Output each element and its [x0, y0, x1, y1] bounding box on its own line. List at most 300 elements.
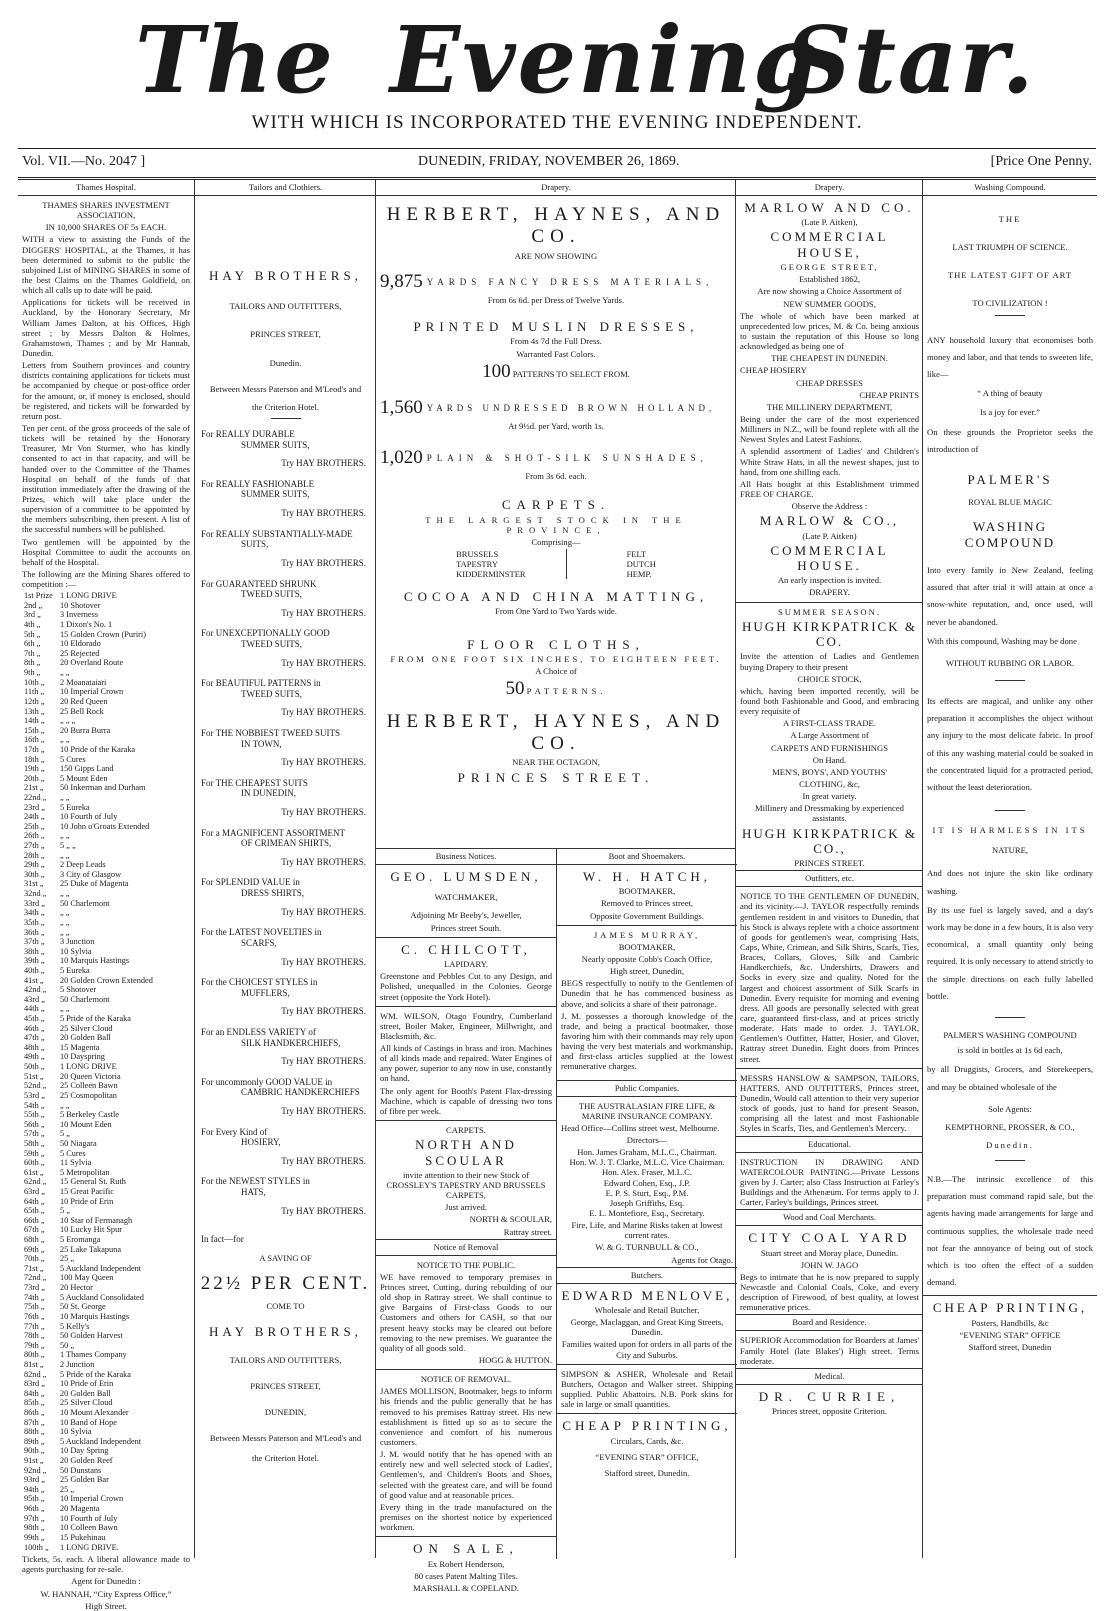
paragraph: All Hats bought at this Establishment trimmed FREE OF CHARGE.: [740, 478, 919, 499]
tailor-item-line: IN DUNEDIN,: [241, 788, 296, 799]
prize-row: [24, 947, 188, 957]
prize-row: [24, 1418, 188, 1428]
prize-share: 10 Imperial Crown: [60, 687, 124, 697]
section-header: Washing Compound.: [923, 180, 1097, 196]
prize-share: 25 Lake Takapuna: [60, 1244, 122, 1254]
prize-share: 1 Dixon's No. 1: [60, 620, 113, 630]
try-hay-brothers: Try HAY BROTHERS.: [281, 1205, 366, 1216]
prize-share: 10 Marquis Hastings: [60, 956, 130, 966]
prize-row: [24, 1389, 188, 1399]
paragraph: Millinery and Dressmaking by experienced assistants.: [755, 803, 904, 824]
prize-place: 95th „: [24, 1494, 45, 1504]
heading: CHEAP PRINTING,: [932, 1300, 1088, 1316]
prize-share: 150 Gipps Land: [60, 764, 114, 774]
prize-share: 10 Fourth of July: [60, 1513, 118, 1523]
prize-place: 42nd „: [24, 985, 47, 995]
firm-address: the Criterion Hotel.: [251, 401, 320, 412]
column-thames-hospital: [18, 180, 194, 1611]
heading: THAMES SHARES INVESTMENT ASSOCIATION,: [42, 200, 170, 221]
firm-name: HERBERT, HAYNES, AND CO.: [386, 710, 726, 755]
masthead-subtitle: WITH WHICH IS INCORPORATED THE EVENING INDEPENDENT.: [251, 112, 863, 133]
try-hay-brothers: Try HAY BROTHERS.: [281, 508, 366, 519]
line: CHEAP PRINTS: [859, 389, 919, 400]
prize-place: 51st „: [24, 1071, 44, 1081]
prize-share: 25 Bell Rock: [60, 706, 104, 716]
heading: SUMMER SEASON.: [778, 606, 881, 617]
prize-place: 41st „: [24, 975, 44, 985]
item-quantity: 100: [482, 360, 511, 382]
try-hay-brothers: Try HAY BROTHERS.: [281, 1056, 366, 1067]
saving-percent: 22½ PER CENT.: [200, 1273, 371, 1295]
prize-place: 76th „: [24, 1311, 45, 1321]
prize-place: 15th „: [24, 725, 45, 735]
prize-share: 25 „: [60, 1484, 75, 1494]
address: George, Maclaggan, and Great King Streets, Dunedin.: [570, 1317, 724, 1338]
prize-share: „ „: [60, 668, 70, 678]
tailor-item-line: For the LATEST NOVELTIES in: [201, 927, 322, 938]
prize-share: 20 Golden Ball: [60, 1033, 111, 1043]
item-row: [380, 678, 732, 700]
heading: THE: [998, 214, 1022, 224]
prize-place: 10th „: [24, 677, 45, 687]
prize-row: [24, 783, 188, 793]
prize-row: [24, 956, 188, 966]
prize-row: [24, 707, 188, 717]
prize-place: 24th „: [24, 812, 45, 822]
item-desc: PATTERNS.: [526, 686, 607, 697]
prize-row: [24, 1322, 188, 1332]
tailor-item-line: SCARFS,: [241, 937, 277, 948]
prize-row: [24, 1312, 188, 1322]
prize-place: 5th „: [24, 629, 41, 639]
prize-place: 72nd „: [24, 1273, 47, 1283]
prize-row: [24, 822, 188, 832]
product-name: PALMER'S: [967, 471, 1053, 487]
prize-row: [24, 1494, 188, 1504]
prize-share: 20 Red Queen: [60, 696, 108, 706]
item-desc: PLAIN & SHOT-SILK SUNSHADES,: [426, 452, 708, 463]
paragraph: Are now showing a Choice Assortment of: [757, 286, 902, 297]
prize-row: [24, 764, 188, 774]
lower-subcolumns: [376, 848, 736, 1593]
prize-row: [24, 1408, 188, 1418]
heading: LAST TRIUMPH OF SCIENCE.: [952, 242, 1068, 253]
paragraph: Its effects are magical, and unlike any other preparation it accomplishes the object without any injury to the most delicate fabric. In proof of this any washing material could be soaked in the concentrated liquid for a protracted period, without the least deterioration.: [927, 696, 1093, 793]
prize-share: 5 Auckland Consolidated: [60, 1292, 144, 1302]
tailor-item-line: For the NEWEST STYLES in: [201, 1176, 310, 1187]
paragraph: N.B.—The intrinsic excellence of this preparation must command rapid sale, but the agents having made arrangements for large and continuous supplies, the wholesale trade need not fear the annoyance of being out of stock which is too often the effect of a sudden demand.: [927, 1174, 1093, 1288]
column-washing-compound: [922, 180, 1097, 1558]
paragraph: Two gentlemen will be appointed by the Hospital Committee to audit the accounts on behalf of the Hospital.: [22, 536, 190, 567]
prize-share: 50 Inkerman and Durham: [60, 783, 146, 793]
price: [Price One Penny.: [990, 154, 1092, 169]
heading: THE MILLINERY DEPARTMENT,: [766, 401, 893, 412]
tailor-item-line: For REALLY DURABLE: [201, 429, 295, 440]
firm-address: Between Messrs Paterson and M'Leod's and: [209, 1433, 362, 1444]
prize-share: 10 Marquis Hastings: [60, 1311, 130, 1321]
prize-place: 49th „: [24, 1052, 45, 1062]
note: Posters, Handbills, &c: [971, 1317, 1049, 1328]
prize-share: 25 Colleen Bawn: [60, 1081, 118, 1091]
prize-place: 47th „: [24, 1033, 45, 1043]
heading: DRAPERY.: [809, 587, 850, 598]
prize-row: [24, 1235, 188, 1245]
line: CHEAP HOSIERY: [740, 365, 807, 376]
prize-place: 74th „: [24, 1292, 45, 1302]
prize-share: 5 Berkeley Castle: [60, 1110, 119, 1120]
prize-place: 44th „: [24, 1004, 45, 1014]
prize-share: 100 May Queen: [60, 1273, 114, 1283]
section-header: Drapery.: [376, 180, 736, 196]
prize-share: 10 Band of Hope: [60, 1417, 117, 1427]
prize-place: 60th „: [24, 1158, 45, 1168]
prize-share: „ „: [60, 850, 70, 860]
prize-row: [24, 1370, 188, 1380]
agent-address: High Street.: [85, 1600, 127, 1611]
prize-place: 91st „: [24, 1456, 44, 1466]
prize-row: [24, 870, 188, 880]
paragraph: ANY household luxury that economises both money and labor, and that tends to sweeten life, like—: [927, 334, 1093, 379]
business-notices: [376, 849, 556, 1593]
paragraph: WM. WILSON, Otago Foundry, Cumberland street, Boiler Maker, Engineer, Millwright, and Blacksmith, &c.: [380, 1010, 552, 1041]
prize-share: 11 Sylvia: [60, 1158, 92, 1168]
prize-place: 77th „: [24, 1321, 45, 1331]
tailor-item-line: TWEED SUITS,: [241, 688, 302, 699]
prize-place: 96th „: [24, 1504, 45, 1514]
prize-row: [24, 601, 188, 611]
item-price: From 4s 7d the Full Dress.: [510, 336, 602, 347]
prize-place: 16th „: [24, 735, 45, 745]
prize-place: 70th „: [24, 1254, 45, 1264]
floor-heading: FLOOR CLOTHS,: [467, 636, 645, 652]
firm-name: NORTH & SCOULAR,: [469, 1214, 552, 1225]
prize-share: 50 „: [60, 1340, 75, 1350]
paragraph: invite attention to their new Stock of CROSSLEY'S TAPESTRY AND BRUSSELS CARPETS,: [386, 1169, 546, 1201]
prize-share: 10 Mount Alexander: [60, 1408, 129, 1417]
tailor-item: [201, 579, 370, 619]
prize-share: „ „ „: [60, 716, 76, 726]
heading: CARPETS AND FURNISHINGS: [771, 742, 888, 753]
heading: CHEAP PRINTING,: [562, 1418, 732, 1434]
prize-place: 39th „: [24, 956, 45, 966]
prize-place: 89th „: [24, 1436, 45, 1446]
prize-row: [24, 1437, 188, 1447]
paragraph: On these grounds the Proprietor seeks the introduction of: [927, 426, 1093, 454]
volume-number: Vol. VII.—No. 2047 ]: [22, 154, 146, 169]
prize-row: [24, 1273, 188, 1283]
note: Circulars, Cards, &c.: [610, 1435, 684, 1446]
tailor-item: [201, 479, 370, 519]
section-header: Wood and Coal Merchants.: [736, 1209, 923, 1226]
heading: CLOTHING, &c,: [799, 778, 860, 789]
column-drapery-marlow: [735, 180, 923, 1558]
prize-place: 11th „: [24, 687, 45, 697]
prize-place: 26th „: [24, 831, 45, 841]
prize-place: 43rd „: [24, 994, 45, 1004]
section-header: Board and Residence.: [736, 1314, 923, 1331]
director: Edward Cohen, Esq., J.P.: [603, 1177, 691, 1188]
note: On Hand.: [812, 754, 847, 765]
prize-share: 20 Golden Ball: [60, 1388, 111, 1398]
prize-share: 10 Eldorado: [60, 639, 101, 649]
firm-address: PRINCES STREET.: [457, 769, 655, 785]
item-price: At 9½d. per Yard, worth 1s.: [508, 421, 604, 432]
prize-place: 98th „: [24, 1523, 45, 1533]
tailor-item: [201, 1127, 370, 1167]
paragraph: JAMES MOLLISON, Bootmaker, begs to inform his friends and the public generally that he has removed to his premises Rattray street. His new establishment is fitted up so as to secure the convenience and comfort of his numerous customers.: [380, 1386, 552, 1447]
tailor-item: [201, 1027, 370, 1067]
paragraph: BEGS respectfully to notify to the Gentlemen of Dunedin that he has commenced business as above, and solicits a share of their patronage.: [561, 978, 733, 1009]
paragraph: WITH a view to assisting the Funds of the DIGGERS' HOSPITAL, at the Thames, it has been determined to submit to the public the subjoined List of MINING SHARES in some of the best Claims on the Thames Goldfield, on which all calls up to date will be paid.: [22, 234, 190, 296]
prize-place: 28th „: [24, 850, 45, 860]
tailor-item-line: HATS,: [241, 1187, 266, 1198]
divider: [736, 1068, 923, 1069]
prize-place: 62nd „: [24, 1177, 47, 1187]
address: Dunedin.: [986, 1139, 1034, 1150]
carpets-heading: CARPETS.: [501, 497, 611, 513]
prize-place: 35th „: [24, 917, 45, 927]
tailor-items: [195, 429, 376, 1216]
prize-row: [24, 1081, 188, 1091]
issue-date: DUNEDIN, FRIDAY, NOVEMBER 26, 1869.: [418, 154, 680, 169]
prize-place: 8th „: [24, 658, 41, 668]
tailor-item-line: HOSIERY,: [241, 1137, 281, 1148]
prize-row: [24, 812, 188, 822]
section-header: Drapery.: [736, 180, 923, 196]
prize-row: [24, 908, 188, 918]
divider: [376, 937, 556, 938]
heading: PALMER'S WASHING COMPOUND: [943, 1029, 1077, 1040]
firm-name: HERBERT, HAYNES, AND CO.: [386, 204, 726, 248]
firm-line: TAILORS AND OUTFITTERS,: [229, 1354, 342, 1365]
firm-line: PRINCES STREET,: [250, 1381, 321, 1392]
prize-share: 10 Pride of the Karaka: [60, 744, 136, 754]
trade: BOOTMAKER,: [618, 941, 676, 952]
in-fact: In fact—for: [201, 1234, 244, 1245]
heading: NEW SUMMER GOODS,: [783, 298, 876, 309]
prize-share: 10 Day Spring: [60, 1446, 109, 1456]
prize-place: 9th „: [24, 668, 41, 678]
director: E. L. Montefiore, Esq., Secretary.: [589, 1207, 705, 1218]
prize-place: 20th „: [24, 773, 45, 783]
prize-row: [24, 918, 188, 928]
director: E. P. S. Sturt, Esq., P.M.: [605, 1187, 689, 1198]
prize-share: 5 Mount Eden: [60, 773, 108, 783]
tailor-item-line: SUMMER SUITS,: [241, 439, 310, 450]
prize-place: 63rd „: [24, 1186, 45, 1196]
prize-share: 10 Fourth of July: [60, 812, 118, 822]
choice-of: A Choice of: [535, 666, 577, 677]
prize-row: [24, 1398, 188, 1408]
address: GEORGE STREET,: [780, 262, 879, 273]
prize-share: 25 Silver Cloud: [60, 1398, 113, 1408]
prize-share: 10 Pride of Erin: [60, 1379, 114, 1389]
heading: MEN'S, BOYS', AND YOUTHS': [772, 766, 887, 777]
note: Just arrived.: [444, 1202, 487, 1213]
prize-place: 18th „: [24, 754, 45, 764]
prize-share: 15 Great Pacific: [60, 1186, 114, 1196]
prize-share: 10 Imperial Crown: [60, 1494, 124, 1504]
item-row: [380, 447, 732, 469]
directors-list: [557, 1147, 737, 1218]
prize-share: 5 Kelly's: [60, 1321, 90, 1331]
try-hay-brothers: Try HAY BROTHERS.: [281, 557, 366, 568]
divider: [376, 1120, 556, 1121]
prize-row: [24, 774, 188, 784]
prize-row: [24, 716, 188, 726]
prize-share: 15 Pukehinau: [60, 1532, 106, 1542]
prize-share: 25 Silver Cloud: [60, 1023, 113, 1033]
prize-place: 55th „: [24, 1110, 45, 1120]
firm-name: MARLOW & CO.,: [759, 513, 900, 529]
prize-share: 1 LONG DRIVE: [60, 591, 117, 601]
prize-place: 99th „: [24, 1532, 45, 1542]
prize-share: 20 Overland Route: [60, 658, 124, 668]
trade: Wholesale and Retail Butcher,: [594, 1305, 700, 1316]
prize-share: 5 Auckland Independent: [60, 1263, 142, 1273]
tailor-item: [201, 429, 370, 469]
try-hay-brothers: Try HAY BROTHERS.: [281, 807, 366, 818]
prize-share: 5 „ „: [60, 841, 76, 851]
prize-share: 25 Rejected: [60, 648, 100, 658]
tailor-item-line: OF CRIMEAN SHIRTS,: [241, 838, 332, 849]
try-hay-brothers: Try HAY BROTHERS.: [281, 707, 366, 718]
firm-name: COMMERCIAL HOUSE.: [770, 542, 889, 574]
heading: CHOICE STOCK,: [797, 673, 862, 684]
address: Removed to Princes street,: [600, 898, 694, 909]
prize-share: 10 John o'Groats Extended: [60, 821, 150, 831]
prize-place: 68th „: [24, 1235, 45, 1245]
address: Stafford street, Dunedin: [968, 1342, 1052, 1353]
section-header: Business Notices.: [376, 849, 556, 865]
heading: ON SALE,: [413, 1541, 519, 1557]
note: In great variety.: [802, 791, 857, 802]
divider: [736, 602, 923, 603]
prize-place: 84th „: [24, 1388, 45, 1398]
prize-row: [24, 1533, 188, 1543]
director: Hon. W. J. T. Clarke, M.L.C. Vice Chairman.: [569, 1157, 725, 1168]
firm-name: JAMES MURRAY,: [593, 929, 701, 940]
firm-name: HUGH KIRKPATRICK & CO.: [742, 618, 917, 650]
prize-row: [24, 639, 188, 649]
prize-row: [24, 1379, 188, 1389]
tailor-item-line: For the CHOICEST STYLES in: [201, 977, 318, 988]
prize-place: 83rd „: [24, 1379, 45, 1389]
paragraph: Greenstone and Pebbles Cut to any Design, and Polished, unequalled in the Colonies. George street (opposite the York Hotel).: [380, 971, 552, 1002]
column-drapery-herbert-haynes: [375, 180, 736, 1593]
prize-row: [24, 1446, 188, 1456]
prize-place: 65th „: [24, 1206, 45, 1216]
firm-line: PRINCES STREET,: [250, 329, 321, 340]
section-header: Notice of Removal: [376, 1239, 556, 1256]
prize-row: [24, 1149, 188, 1159]
prize-row: [24, 620, 188, 630]
prize-share: „ „: [60, 917, 70, 927]
item-quantity: 1,020: [380, 447, 423, 469]
paragraph: Fire, Life, and Marine Risks taken at lowest current rates.: [571, 1220, 723, 1241]
prize-share: 3 Junction: [60, 937, 95, 947]
firm-name: DR. CURRIE,: [758, 1388, 901, 1404]
prize-share: 25 Duke of Magenta: [60, 879, 129, 889]
tailor-item: [201, 778, 370, 818]
prize-place: 88th „: [24, 1427, 45, 1437]
paragraph: The only agent for Booth's Patent Flax-dressing Machine, which is capable of dressing two tons of fibre per week.: [380, 1085, 552, 1116]
prize-place: 23rd „: [24, 802, 45, 812]
prize-share: 2 Moanataiari: [60, 677, 107, 687]
prize-place: 22nd „: [24, 793, 47, 802]
prize-share: 50 St. George: [60, 1302, 106, 1312]
paragraph: Families waited upon for orders in all parts of the City and Suburbs.: [561, 1339, 733, 1360]
firm-name: CITY COAL YARD: [748, 1230, 911, 1246]
section-header: Boot and Shoemakers.: [557, 849, 737, 865]
divider: [376, 1006, 556, 1007]
try-hay-brothers: Try HAY BROTHERS.: [281, 1006, 366, 1017]
prize-share: 15 General St. Ruth: [60, 1177, 126, 1187]
prize-row: [24, 1177, 188, 1187]
prize-share: 20 Queen Victoria: [60, 1071, 121, 1081]
prize-share: 20 Burra Burra: [60, 725, 111, 735]
tailor-item: [201, 977, 370, 1017]
prize-share: 2 Junction: [60, 1359, 95, 1369]
paragraph: By its use fuel is largely saved, and a day's work may be done in a few hours, It is also very economical, a small quantity only being required. It is only necessary to attend strictly to the simple directions on each fully labelled bottle.: [927, 904, 1093, 1001]
prize-place: 46th „: [24, 1023, 45, 1033]
matting-heading: COCOA AND CHINA MATTING,: [403, 589, 709, 605]
paragraph: And does not injure the skin like ordinary washing.: [927, 868, 1093, 896]
address: PRINCES STREET.: [794, 858, 865, 869]
paragraph: J. M. possesses a thorough knowledge of the trade, and being a practical bootmaker, those favoring him with their commands may rely upon having the very best materials and workmanship, and first-class articles supplied at the lowest remunerative charges.: [561, 1010, 733, 1072]
tailor-item-line: For an ENDLESS VARIETY of: [201, 1026, 316, 1037]
firm-name: HOGG & HUTTON.: [478, 1354, 552, 1365]
tailor-item-line: For BEAUTIFUL PATTERNS in: [201, 678, 321, 689]
prize-place: 48th „: [24, 1042, 45, 1052]
paragraph: With this compound, Washing may be done: [927, 635, 1077, 646]
firm-name: KEMPTHORNE, PROSSER, & CO.,: [945, 1121, 1075, 1132]
prize-place: 3rd „: [24, 610, 41, 620]
paragraph: Letters from Southern provinces and country districts containing applications for tickets must be accompanied by cheque or post-office order for the amount, or, if money is enclosed, should be registered, and tickets will be forwarded by return post.: [22, 360, 190, 421]
tailor-item-line: MUFFLERS,: [241, 987, 290, 998]
prize-row: [24, 1004, 188, 1014]
prize-row: [24, 1101, 188, 1111]
item-price: From 3s 6d. each.: [525, 471, 587, 482]
prize-share: 50 Charlemont: [60, 994, 110, 1004]
prize-place: 59th „: [24, 1148, 45, 1158]
matting-width: From One Yard to Two Yards wide.: [495, 606, 617, 617]
column-tailors: [194, 180, 376, 1558]
prize-row: [24, 1302, 188, 1312]
prize-share: 50 Golden Harvest: [60, 1331, 123, 1341]
prize-row: [24, 726, 188, 736]
tailor-item-line: SUITS,: [241, 539, 269, 550]
prize-place: 90th „: [24, 1446, 45, 1456]
tailor-item: [201, 828, 370, 868]
paragraph: INSTRUCTION IN DRAWING AND WATERCOLOUR PAINTING.—Private Lessons given by J. Carter; also Class Instruction at Farley's Buildings and the Athenæum. For terms apply to J. Carter, Farley's buildings, Princes street.: [740, 1156, 919, 1208]
prize-place: 21st „: [24, 783, 44, 793]
masthead-title-word-2: Evening: [390, 6, 820, 114]
address: Princes street, opposite Criterion.: [772, 1406, 887, 1417]
prize-row: [24, 630, 188, 640]
paragraph: Begs to intimate that he is now prepared to supply Newcastle and Colonial Coals, Coke, and every description of Firewood, of best quality, at lowest remunerative prices.: [740, 1271, 919, 1313]
prize-share: 25 Golden Bar: [60, 1475, 109, 1485]
firm-name: W. H. HATCH,: [582, 869, 712, 884]
prize-place: 87th „: [24, 1417, 45, 1427]
tailor-item-line: For uncommonly GOOD VALUE in: [201, 1076, 333, 1087]
heading: THE LATEST GIFT OF ART: [947, 270, 1073, 281]
divider: [995, 810, 1025, 811]
prize-row: [24, 1052, 188, 1062]
carpet-type: FELT: [626, 549, 647, 560]
divider: [995, 315, 1025, 316]
firm-name: MARSHALL & COPELAND.: [413, 1582, 519, 1593]
